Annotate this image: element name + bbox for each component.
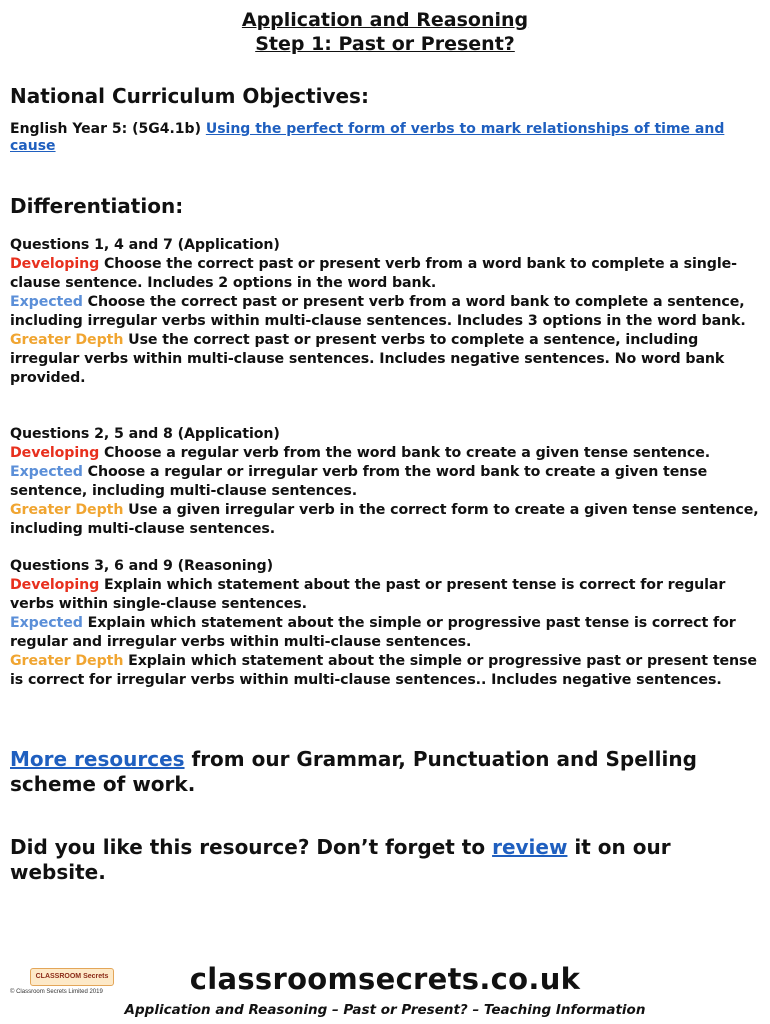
- greater-depth-item: [10, 652, 760, 690]
- developing-text: Choose a regular verb from the word bank to create a given tense sentence.: [99, 445, 711, 461]
- developing-text: Choose the correct past or present verb from a word bank to complete a single-clause sentence. Includes 2 options in the word bank.: [10, 256, 737, 291]
- greater-depth-text: Explain which statement about the simple or progressive past or present tense is correct for irregular verbs within multi-clause sentences.. Includes negative sentences.: [10, 653, 757, 688]
- question-group-1: [10, 236, 760, 388]
- objectives-link[interactable]: Using the perfect form of verbs to mark relationships of time and cause: [10, 121, 725, 154]
- question-group-heading: Questions 2, 5 and 8 (Application): [10, 426, 280, 442]
- greater-depth-label: Greater Depth: [10, 332, 124, 348]
- greater-depth-item: [10, 501, 760, 539]
- developing-label: Developing: [10, 256, 100, 272]
- greater-depth-label: Greater Depth: [10, 653, 124, 669]
- differentiation-heading: Differentiation:: [10, 194, 184, 218]
- developing-label: Developing: [10, 577, 100, 593]
- objectives-prefix: English Year 5: (5G4.1b): [10, 121, 206, 137]
- question-group-heading: Questions 1, 4 and 7 (Application): [10, 237, 280, 253]
- developing-label: Developing: [10, 445, 100, 461]
- expected-item: [10, 293, 760, 331]
- expected-text: Explain which statement about the simple or progressive past tense is correct for regular and irregular verbs within multi-clause sentences.: [10, 615, 736, 650]
- greater-depth-label: Greater Depth: [10, 502, 124, 518]
- more-resources-text: [10, 747, 750, 797]
- greater-depth-item: [10, 331, 760, 388]
- classroom-secrets-logo: CLASSROOM Secrets: [30, 968, 114, 986]
- footer-caption: Application and Reasoning – Past or Present? – Teaching Information: [124, 1002, 646, 1018]
- objectives-heading: National Curriculum Objectives:: [10, 84, 369, 108]
- question-group-heading: Questions 3, 6 and 9 (Reasoning): [10, 558, 273, 574]
- developing-item: [10, 444, 760, 463]
- developing-item: [10, 576, 760, 614]
- title-block: [0, 8, 770, 56]
- objectives-text: [10, 121, 755, 155]
- page-subtitle: Step 1: Past or Present?: [255, 33, 515, 55]
- review-link[interactable]: review: [492, 835, 568, 859]
- question-group-3: [10, 557, 760, 690]
- review-after: it on our website.: [10, 835, 671, 884]
- more-resources-link[interactable]: More resources: [10, 747, 185, 771]
- review-prompt: [10, 835, 750, 885]
- expected-item: [10, 463, 760, 501]
- expected-item: [10, 614, 760, 652]
- copyright-text: © Classroom Secrets Limited 2019: [10, 989, 103, 995]
- review-before: Did you like this resource? Don’t forget to: [10, 835, 493, 859]
- expected-label: Expected: [10, 615, 83, 631]
- expected-label: Expected: [10, 464, 83, 480]
- site-name: classroomsecrets.co.uk: [189, 962, 581, 996]
- expected-text: Choose the correct past or present verb from a word bank to complete a sentence, including irregular verbs within multi-clause sentences. Includes 3 options in the word bank.: [10, 294, 746, 329]
- expected-label: Expected: [10, 294, 83, 310]
- more-resources-rest: from our Grammar, Punctuation and Spelling scheme of work.: [10, 747, 697, 796]
- page-title: Application and Reasoning: [241, 9, 529, 31]
- greater-depth-text: Use a given irregular verb in the correct form to create a given tense sentence, including multi-clause sentences.: [10, 502, 759, 537]
- question-group-2: [10, 425, 760, 539]
- developing-text: Explain which statement about the past or present tense is correct for regular verbs within single-clause sentences.: [10, 577, 726, 612]
- greater-depth-text: Use the correct past or present verbs to complete a sentence, including irregular verbs within multi-clause sentences. Includes negative sentences. No word bank provided.: [10, 332, 725, 386]
- expected-text: Choose a regular or irregular verb from the word bank to create a given tense sentence, including multi-clause sentences.: [10, 464, 708, 499]
- developing-item: [10, 255, 760, 293]
